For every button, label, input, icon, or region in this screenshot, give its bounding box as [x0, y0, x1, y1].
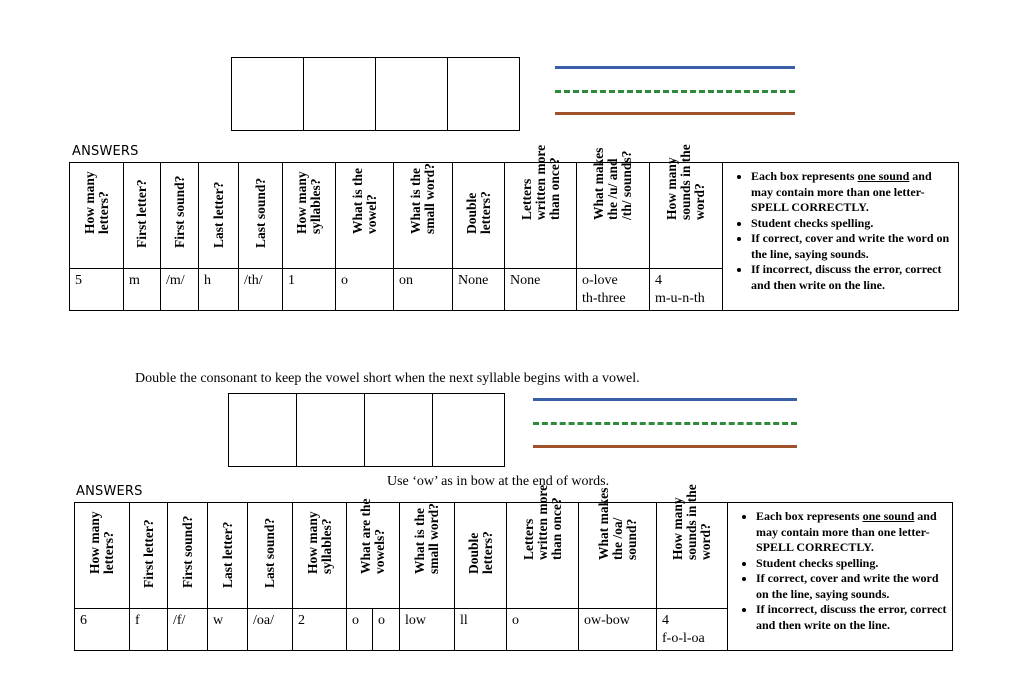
- writing-line-bottom: [533, 445, 797, 448]
- column-header-sound-makers: What makes the /u/ and /th/ sounds?: [577, 163, 650, 269]
- instructions-list: [729, 169, 954, 293]
- answer-sound-makers[interactable]: ow-bow: [579, 609, 657, 651]
- instruction-item: • Each box represents one sound and may contain more than one letter-SPELL CORRECTLY.: [756, 509, 948, 556]
- column-header-sound-count: How many sounds in the word?: [657, 503, 728, 609]
- writing-line-top: [555, 66, 795, 69]
- column-header-first-sound: First sound?: [161, 163, 199, 269]
- answer-repeated-letters[interactable]: o: [507, 609, 579, 651]
- sound-box[interactable]: [304, 58, 376, 130]
- answer-vowel-2[interactable]: o: [373, 609, 400, 651]
- instruction-item: • Student checks spelling.: [751, 216, 954, 232]
- sound-box[interactable]: [448, 58, 519, 130]
- instructions-cell: [723, 163, 959, 311]
- answer-first-sound[interactable]: /f/: [168, 609, 208, 651]
- sound-box[interactable]: [297, 394, 365, 466]
- column-header-first-letter: First letter?: [130, 503, 168, 609]
- answer-first-sound[interactable]: /m/: [161, 269, 199, 311]
- writing-line-middle-dashed: [555, 90, 795, 93]
- instruction-item: • If incorrect, discuss the error, correct and then write on the line.: [756, 602, 948, 633]
- instruction-item: • Each box represents one sound and may contain more than one letter-SPELL CORRECTLY.: [751, 169, 954, 216]
- answer-letters[interactable]: 6: [75, 609, 130, 651]
- instructions-cell: [728, 503, 953, 651]
- spelling-rule-text: Double the consonant to keep the vowel short when the next syllable begins with a vowel.: [135, 371, 640, 386]
- answer-first-letter[interactable]: m: [124, 269, 161, 311]
- column-header-last-sound: Last sound?: [239, 163, 283, 269]
- instruction-item: • If correct, cover and write the word on the line, saying sounds.: [756, 571, 948, 602]
- answer-vowel-1[interactable]: o: [347, 609, 373, 651]
- answer-small-word[interactable]: low: [400, 609, 455, 651]
- sound-box[interactable]: [229, 394, 297, 466]
- column-header-sound-count: How many sounds in the word?: [650, 163, 723, 269]
- instructions-list: [734, 509, 948, 633]
- answers-label: ANSWERS: [76, 484, 143, 499]
- column-header-sound-makers: What makes the /oa/ sound?: [579, 503, 657, 609]
- column-header-repeated-letters: Letters written more than once?: [507, 503, 579, 609]
- sound-box[interactable]: [376, 58, 448, 130]
- sound-boxes-1: [231, 57, 520, 131]
- answer-sound-count[interactable]: 4 f-o-l-oa: [657, 609, 728, 651]
- answer-small-word[interactable]: on: [394, 269, 453, 311]
- writing-line-top: [533, 398, 797, 401]
- answer-double-letters[interactable]: None: [453, 269, 505, 311]
- column-header-letters: How many letters?: [75, 503, 130, 609]
- column-header-letters: How many letters?: [70, 163, 124, 269]
- instruction-item: • If incorrect, discuss the error, correct and then write on the line.: [751, 262, 954, 293]
- sound-box[interactable]: [232, 58, 304, 130]
- column-header-small-word: What is the small word?: [400, 503, 455, 609]
- column-header-syllables: How many syllables?: [283, 163, 336, 269]
- sound-boxes-2: [228, 393, 505, 467]
- answer-last-sound[interactable]: /th/: [239, 269, 283, 311]
- answer-letters[interactable]: 5: [70, 269, 124, 311]
- column-header-vowel: What is the vowel?: [336, 163, 394, 269]
- sound-box[interactable]: [433, 394, 502, 466]
- column-header-first-sound: First sound?: [168, 503, 208, 609]
- column-header-small-word: What is the small word?: [394, 163, 453, 269]
- column-header-syllables: How many syllables?: [293, 503, 347, 609]
- column-header-first-letter: First letter?: [124, 163, 161, 269]
- answer-last-letter[interactable]: w: [208, 609, 248, 651]
- spelling-tip-text: Use ‘ow’ as in bow at the end of words.: [387, 474, 610, 489]
- answer-syllables[interactable]: 2: [293, 609, 347, 651]
- answer-first-letter[interactable]: f: [130, 609, 168, 651]
- answers-label: ANSWERS: [72, 144, 139, 159]
- writing-line-bottom: [555, 112, 795, 115]
- answer-syllables[interactable]: 1: [283, 269, 336, 311]
- answer-last-letter[interactable]: h: [199, 269, 239, 311]
- answer-sound-makers[interactable]: o-love th-three: [577, 269, 650, 311]
- answer-repeated-letters[interactable]: None: [505, 269, 577, 311]
- column-header-double-letters: Double letters?: [455, 503, 507, 609]
- answer-last-sound[interactable]: /oa/: [248, 609, 293, 651]
- answer-double-letters[interactable]: ll: [455, 609, 507, 651]
- sound-box[interactable]: [365, 394, 433, 466]
- answer-sound-count[interactable]: 4 m-u-n-th: [650, 269, 723, 311]
- answer-vowel[interactable]: o: [336, 269, 394, 311]
- column-header-last-letter: Last letter?: [208, 503, 248, 609]
- writing-line-middle-dashed: [533, 422, 797, 425]
- column-header-vowels: What are the vowels?: [347, 503, 400, 609]
- column-header-repeated-letters: Letters written more than once?: [505, 163, 577, 269]
- instruction-item: • If correct, cover and write the word on the line, saying sounds.: [751, 231, 954, 262]
- column-header-last-sound: Last sound?: [248, 503, 293, 609]
- column-header-last-letter: Last letter?: [199, 163, 239, 269]
- instruction-item: • Student checks spelling.: [756, 556, 948, 572]
- column-header-double-letters: Double letters?: [453, 163, 505, 269]
